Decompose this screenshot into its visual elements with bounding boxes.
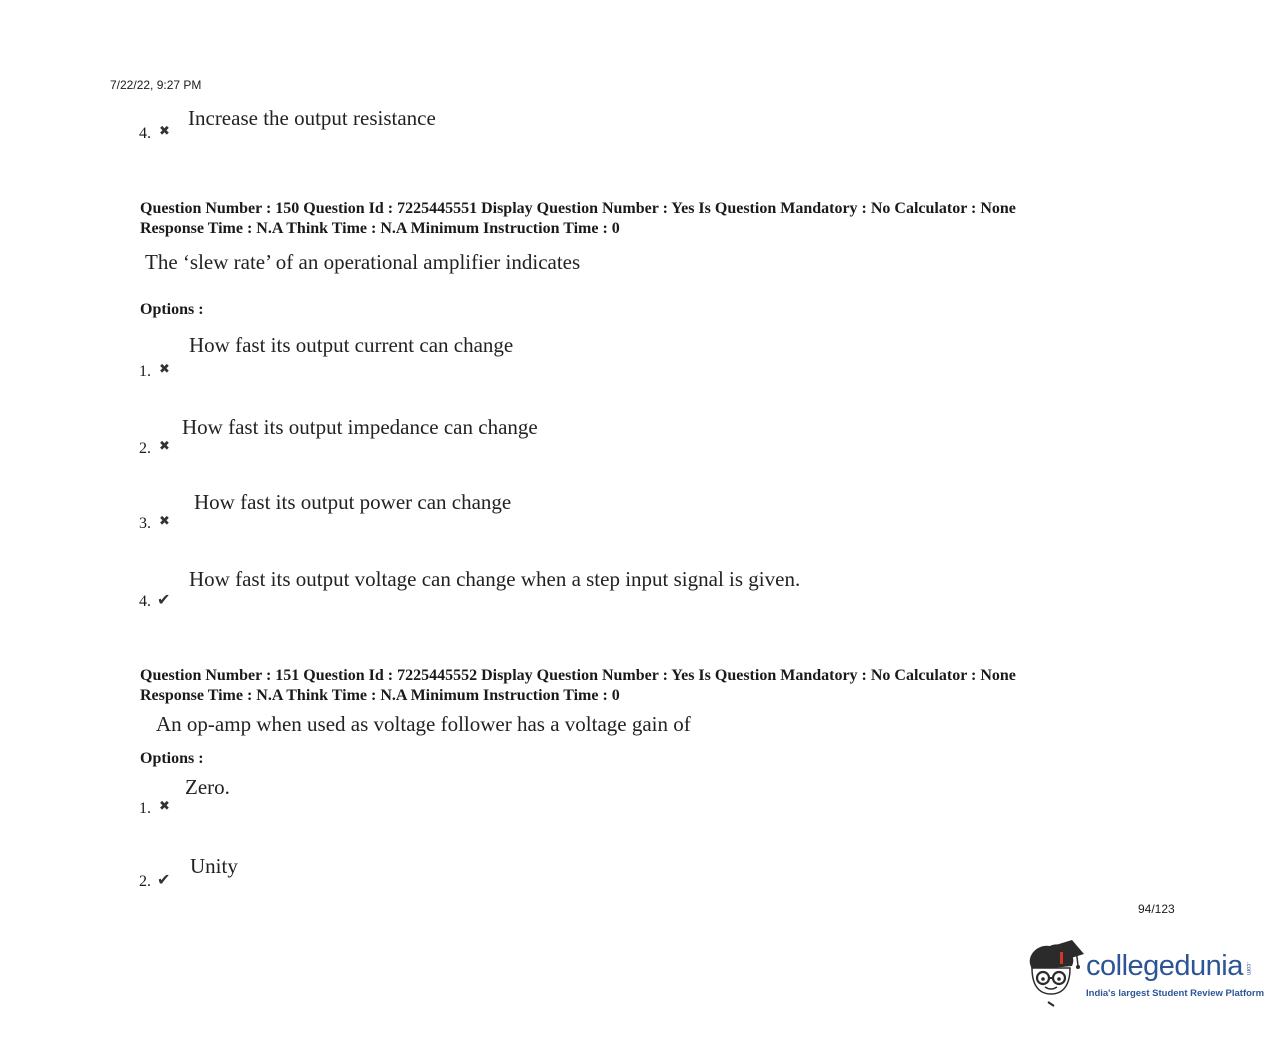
cross-icon: ✖ [159,439,170,454]
check-icon: ✔ [157,590,171,609]
mascot-icon [1024,940,1086,1010]
q151-option-1-text: Zero. [185,775,230,799]
print-timestamp: 7/22/22, 9:27 PM [110,78,202,92]
prev-option-4-number: 4. [139,125,151,142]
q150-option-2-number: 2. [139,440,151,457]
cross-icon: ✖ [159,514,170,529]
question-151-text: An op-amp when used as voltage follower has a voltage gain of [156,712,691,736]
q151-option-2-number: 2. [139,873,151,890]
question-150-meta-line2: Response Time : N.A Think Time : N.A Minimum Instruction Time : 0 [140,219,620,237]
q150-option-3-text: How fast its output power can change [194,490,512,514]
question-150-options-label: Options : [140,301,204,318]
cross-icon: ✖ [159,799,170,814]
check-icon: ✔ [157,870,171,889]
q150-option-4-number: 4. [139,593,151,610]
logo-wordmark: collegedunia [1086,950,1243,982]
logo-tagline: India's largest Student Review Platform [1086,988,1265,999]
cross-icon: ✖ [159,362,170,377]
cross-icon: ✖ [159,124,170,139]
collegedunia-logo [1024,940,1265,1010]
q150-option-4-text: How fast its output voltage can change when a step input signal is given. [189,567,801,591]
question-150-meta-line1: Question Number : 150 Question Id : 7225445551 Display Question Number : Yes Is Question Mandatory : No Calculator : None [140,200,1016,217]
logo-dotcom: .com [1245,962,1251,976]
page-number: 94/123 [1138,902,1175,916]
q151-option-2-text: Unity [190,854,238,878]
q150-option-1-number: 1. [139,363,151,380]
q150-option-1-text: How fast its output current can change [189,333,514,357]
question-151-meta-line1: Question Number : 151 Question Id : 7225445552 Display Question Number : Yes Is Question Mandatory : No Calculator : None [140,667,1016,684]
prev-option-4-text: Increase the output resistance [188,106,436,130]
question-151-options-label: Options : [140,750,204,767]
question-150-text: The ‘slew rate’ of an operational amplifier indicates [145,250,581,274]
q151-option-1-number: 1. [139,800,151,817]
question-151-meta-line2: Response Time : N.A Think Time : N.A Minimum Instruction Time : 0 [140,686,620,704]
q150-option-3-number: 3. [139,515,151,532]
q150-option-2-text: How fast its output impedance can change [182,415,538,439]
